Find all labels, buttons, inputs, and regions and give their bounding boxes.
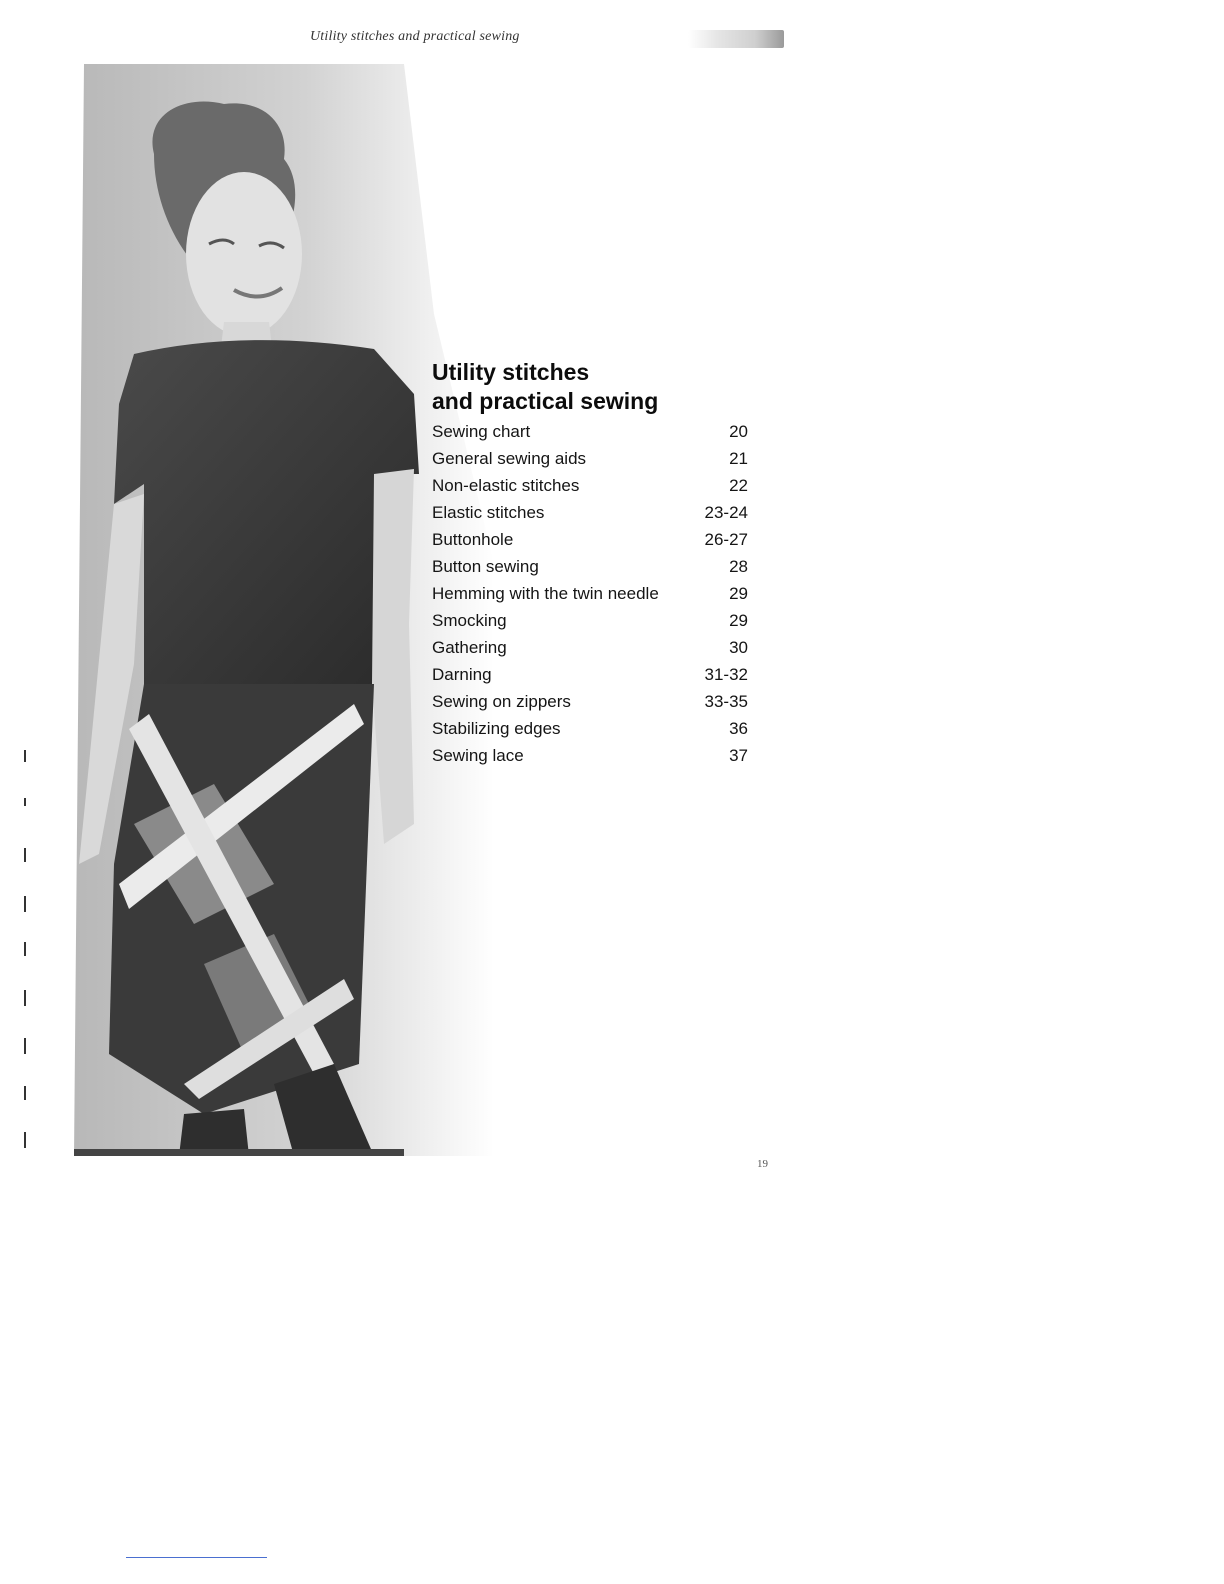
toc-entry-page: 23-24	[704, 503, 748, 522]
toc-entry-label: Smocking	[432, 611, 507, 630]
section-title-line-2: and practical sewing	[432, 388, 659, 414]
toc-entry-page: 33-35	[704, 692, 748, 711]
toc-entry-label: Gathering	[432, 638, 507, 657]
toc-entry-label: Sewing chart	[432, 422, 531, 441]
toc-list	[432, 422, 752, 773]
toc-entry-label: General sewing aids	[432, 449, 587, 468]
toc-entry-page: 22	[729, 476, 748, 495]
toc-entry-label: Darning	[432, 665, 492, 684]
table-of-contents	[432, 358, 752, 773]
section-title	[432, 358, 752, 416]
toc-entry-page: 21	[729, 449, 748, 468]
toc-entry[interactable]	[432, 422, 752, 449]
toc-entry[interactable]	[432, 719, 752, 746]
toc-entry[interactable]	[432, 665, 752, 692]
toc-entry[interactable]	[432, 476, 752, 503]
scan-binding-marks	[22, 750, 28, 1150]
toc-entry[interactable]	[432, 503, 752, 530]
toc-entry-label: Sewing lace	[432, 746, 524, 765]
header-scan-smudge	[688, 30, 784, 48]
model-photo	[74, 64, 494, 1156]
toc-entry-page: 28	[729, 557, 748, 576]
toc-entry-label: Buttonhole	[432, 530, 514, 549]
toc-entry-page: 20	[729, 422, 748, 441]
toc-entry-label: Non-elastic stitches	[432, 476, 580, 495]
face	[186, 172, 302, 336]
toc-entry-label: Sewing on zippers	[432, 692, 571, 711]
toc-entry-page: 29	[729, 611, 748, 630]
toc-entry[interactable]	[432, 638, 752, 665]
toc-entry[interactable]	[432, 584, 752, 611]
toc-entry-label: Elastic stitches	[432, 503, 545, 522]
toc-entry[interactable]	[432, 611, 752, 638]
toc-entry-page: 30	[729, 638, 748, 657]
toc-entry[interactable]	[432, 692, 752, 719]
toc-entry-label: Hemming with the twin needle	[432, 584, 659, 603]
toc-entry-page: 29	[729, 584, 748, 603]
toc-entry-page: 36	[729, 719, 748, 738]
toc-entry-page: 26-27	[704, 530, 748, 549]
toc-entry[interactable]	[432, 746, 752, 773]
toc-entry-page: 31-32	[704, 665, 748, 684]
footnote-rule	[126, 1557, 267, 1558]
toc-entry[interactable]	[432, 557, 752, 584]
toc-entry-label: Button sewing	[432, 557, 539, 576]
model-photo-illustration	[74, 64, 494, 1156]
toc-entry[interactable]	[432, 530, 752, 557]
toc-entry[interactable]	[432, 449, 752, 476]
page-number: 19	[757, 1158, 768, 1170]
section-title-line-1: Utility stitches	[432, 359, 590, 385]
toc-entry-page: 37	[729, 746, 748, 765]
toc-entry-label: Stabilizing edges	[432, 719, 561, 738]
running-header: Utility stitches and practical sewing	[310, 29, 520, 44]
